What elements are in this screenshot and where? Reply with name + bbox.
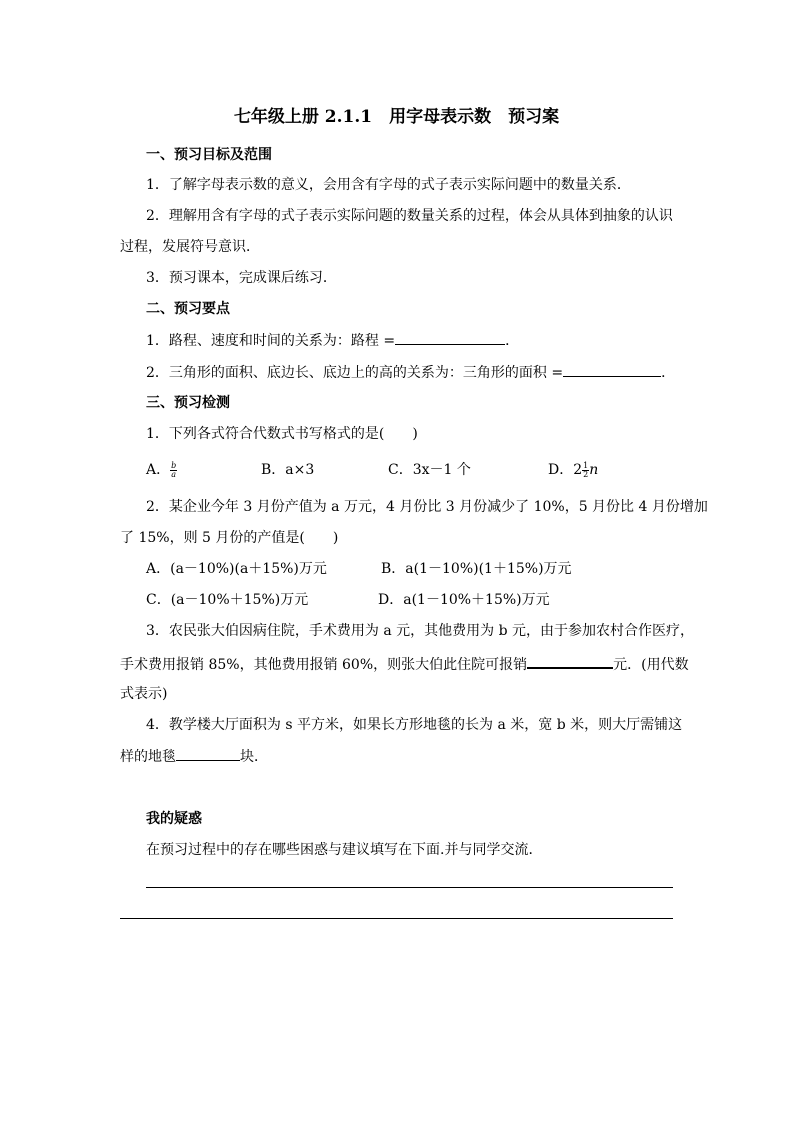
section3-heading: 三、预习检测 (146, 395, 230, 411)
writing-line[interactable] (120, 918, 673, 919)
fraction-numerator: 1 (583, 460, 589, 470)
answer-blank[interactable] (563, 362, 661, 377)
doubts-text: 在预习过程中的存在哪些困惑与建议填写在下面.并与同学交流． (146, 842, 543, 858)
section1-item-2-cont: 过程，发展符号意识． (120, 239, 260, 255)
q1-option-d-var: n (589, 462, 599, 478)
page-title: 七年级上册 2.1.1 用字母表示数 预习案 (233, 107, 560, 127)
q3-line-2-post: 元．(用代数 (613, 657, 689, 673)
section2-q2-end: ． (661, 365, 676, 381)
q4-line-2 (120, 746, 268, 767)
q3-line-1: 3．农民张大伯因病住院，手术费用为 a 元，其他费用为 b 元，由于参加农村合作医疗， (146, 623, 695, 639)
q4-line-1: 4．教学楼大厅面积为 s 平方米，如果长方形地毯的长为 a 米，宽 b 米，则大厅需铺这 (146, 717, 683, 733)
answer-blank[interactable] (395, 330, 505, 345)
q1-option-a-label: A． (146, 462, 171, 478)
q1-option-a[interactable] (146, 460, 177, 480)
answer-blank[interactable] (176, 746, 240, 761)
section1-item-2: 2．理解用含有字母的式子表示实际问题的数量关系的过程，体会从具体到抽象的认识 (146, 208, 673, 224)
q1-option-b[interactable]: B．a×3 (261, 462, 315, 478)
q2-line-2: 了 15%，则 5 月份的产值是( ) (120, 530, 339, 546)
section1-item-3: 3．预习课本，完成课后练习． (146, 270, 337, 286)
q3-line-2 (120, 653, 689, 675)
q1-stem: 1．下列各式符合代数式书写格式的是( ) (146, 426, 418, 442)
q1-option-d-label: D．2 (548, 462, 583, 478)
q2-option-d[interactable]: D．a(1－10%＋15%)万元 (378, 592, 550, 608)
q3-line-2-pre: 手术费用报销 85%，其他费用报销 60%，则张大伯此住院可报销 (120, 657, 528, 673)
section2-q2-text: 2．三角形的面积、底边长、底边上的高的关系为：三角形的面积 = (146, 365, 564, 381)
section1-heading: 一、预习目标及范围 (146, 147, 272, 163)
q3-line-3: 式表示) (120, 686, 168, 702)
section2-q2 (146, 362, 675, 383)
doubts-heading: 我的疑惑 (146, 811, 202, 827)
section1-item-1: 1．了解字母表示数的意义，会用含有字母的式子表示实际问题中的数量关系． (146, 177, 631, 193)
q4-line-2-pre: 样的地毯 (120, 749, 176, 765)
fraction-numerator: b (171, 460, 177, 470)
fraction-denominator: 2 (583, 469, 589, 479)
section2-q1 (146, 330, 519, 351)
q4-line-2-post: 块． (240, 749, 268, 765)
q1-option-c[interactable]: C．3x－1 个 (388, 462, 471, 478)
section2-q1-text: 1．路程、速度和时间的关系为：路程 = (146, 333, 396, 349)
writing-line[interactable] (146, 887, 673, 888)
section2-heading: 二、预习要点 (146, 301, 230, 317)
answer-blank[interactable] (527, 653, 613, 669)
q2-option-b[interactable]: B．a(1－10%)(1＋15%)万元 (381, 561, 572, 577)
q2-line-1: 2．某企业今年 3 月份产值为 a 万元，4 月份比 3 月份减少了 10%，5 月份比 4 月份增加 (146, 499, 708, 515)
section2-q1-end: ． (505, 333, 520, 349)
q2-option-c[interactable]: C．(a－10%＋15%)万元 (146, 592, 309, 608)
q1-option-d[interactable] (548, 460, 598, 480)
fraction-b-over-a (170, 462, 177, 479)
fraction-denominator: a (171, 469, 177, 479)
q2-option-a[interactable]: A．(a－10%)(a＋15%)万元 (146, 561, 327, 577)
